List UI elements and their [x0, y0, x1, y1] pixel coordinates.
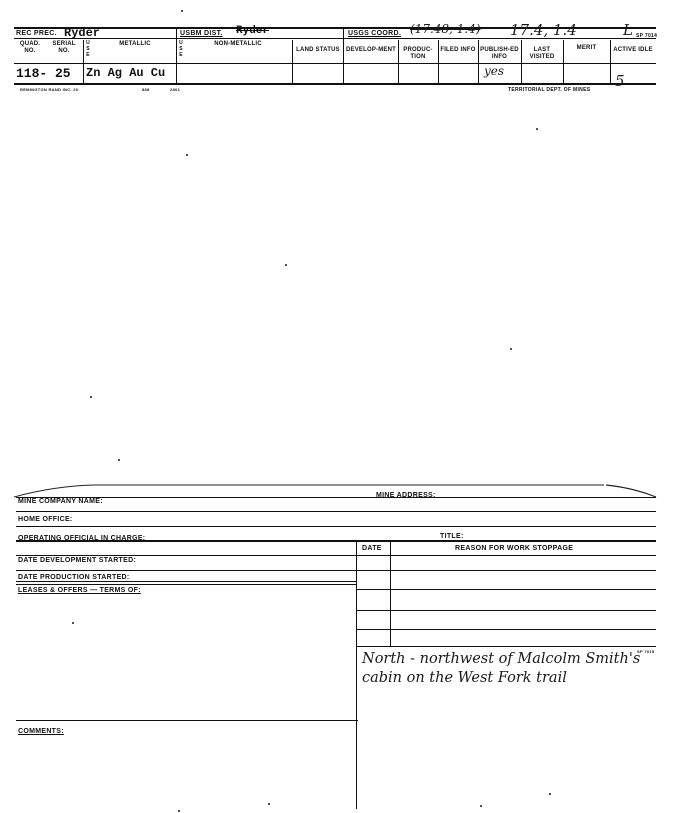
- col-non-metallic: NON-METALLIC: [214, 41, 262, 47]
- col-metallic: METALLIC: [119, 41, 151, 47]
- date-development-label: DATE DEVELOPMENT STARTED:: [18, 557, 137, 564]
- location-note-line2: cabin on the West Fork trail: [362, 670, 567, 686]
- comments-label: COMMENTS:: [18, 728, 64, 735]
- scan-speck: [186, 154, 188, 156]
- usgs-coord-label: USGS COORD.: [348, 30, 402, 37]
- scan-speck: [480, 805, 482, 807]
- reason-stoppage-label: REASON FOR WORK STOPPAGE: [455, 545, 574, 552]
- rule-stoppage-5: [356, 646, 656, 647]
- col-divider: [292, 40, 293, 84]
- mine-address-label: MINE ADDRESS:: [376, 492, 436, 499]
- usgs-coord-value: 17.4, 1.4: [510, 21, 577, 39]
- col-serial-no: SERIAL NO.: [52, 41, 76, 54]
- scan-speck: [118, 459, 120, 461]
- record-metallic: Zn Ag Au Cu: [86, 66, 166, 80]
- scan-speck: [536, 128, 538, 130]
- col-last-visited: LAST VISITED: [529, 47, 555, 60]
- usgs-coord-suffix: L: [623, 21, 633, 39]
- rule-stoppage-2: [356, 589, 656, 590]
- col-use-2: U S E: [179, 40, 183, 58]
- record-published-info: yes: [484, 64, 505, 78]
- rule-home-office: [16, 511, 656, 512]
- col-divider-date: [390, 541, 391, 647]
- printer-imprint: REMINGTON RAND INC. 20: [20, 87, 79, 92]
- date-production-label: DATE PRODUCTION STARTED:: [18, 574, 130, 581]
- department-label: TERRITORIAL DEPT. OF MINES: [508, 87, 591, 93]
- col-published-info: PUBLISH-ED INFO: [480, 47, 519, 60]
- col-merit: MERIT: [576, 45, 597, 51]
- usbm-dist-value: Ryder: [236, 25, 270, 37]
- leases-offers-label: LEASES & OFFERS — TERMS OF:: [18, 587, 141, 594]
- date-column-label: DATE: [362, 545, 382, 552]
- col-quad-no: QUAD. NO.: [19, 41, 41, 54]
- col-production: PRODUC-TION: [403, 47, 433, 60]
- column-header-divider: [14, 63, 656, 64]
- title-label: TITLE:: [440, 533, 464, 540]
- col-land-status: LAND STATUS: [296, 47, 340, 53]
- scan-speck: [268, 803, 270, 805]
- record-active-idle: 5: [615, 72, 625, 90]
- col-active-idle: ACTIVE IDLE: [613, 47, 653, 53]
- operating-official-label: OPERATING OFFICIAL IN CHARGE:: [18, 535, 146, 542]
- record-quad-serial: 118- 25: [16, 66, 71, 81]
- col-divider: [343, 27, 344, 84]
- form-number-2: SP 7015: [637, 649, 655, 654]
- rule-stoppage-3: [356, 610, 656, 611]
- scan-speck: [72, 622, 74, 624]
- col-filed-info: FILED INFO: [440, 47, 476, 53]
- rule-development: [16, 555, 356, 556]
- scan-speck: [549, 793, 551, 795]
- rec-prec-value: Ryder: [64, 26, 101, 40]
- col-use-1: U S E: [86, 40, 90, 58]
- usbm-dist-label: USBM DIST.: [180, 30, 223, 37]
- mine-company-name-label: MINE COMPANY NAME:: [18, 498, 103, 505]
- rec-prec-label: REC PREC.: [16, 30, 57, 37]
- col-divider: [83, 40, 84, 84]
- printer-code-1: 888: [142, 87, 150, 92]
- rule-stoppage-header: [356, 555, 656, 556]
- rule-production-2: [16, 584, 356, 585]
- col-divider-main: [356, 541, 357, 809]
- col-divider: [176, 27, 177, 84]
- col-development: DEVELOP-MENT: [345, 47, 397, 53]
- scan-speck: [181, 10, 183, 12]
- usgs-coord-struck: (17.48, 1.4): [410, 22, 481, 36]
- scan-speck: [510, 348, 512, 350]
- scan-speck: [90, 396, 92, 398]
- printer-code-2: 2801: [170, 87, 181, 92]
- scan-speck: [285, 264, 287, 266]
- rule-comments: [16, 720, 358, 721]
- rule-official: [16, 526, 656, 527]
- rule-stoppage-1: [16, 570, 656, 571]
- scan-speck: [178, 810, 180, 812]
- record-bottom-border: [14, 83, 656, 85]
- location-note-line1: North - northwest of Malcolm Smith's: [362, 651, 641, 667]
- form-number: SP 7014: [636, 33, 658, 39]
- home-office-label: HOME OFFICE:: [18, 516, 73, 523]
- rule-company: [16, 497, 656, 498]
- rule-stoppage-4: [356, 629, 656, 630]
